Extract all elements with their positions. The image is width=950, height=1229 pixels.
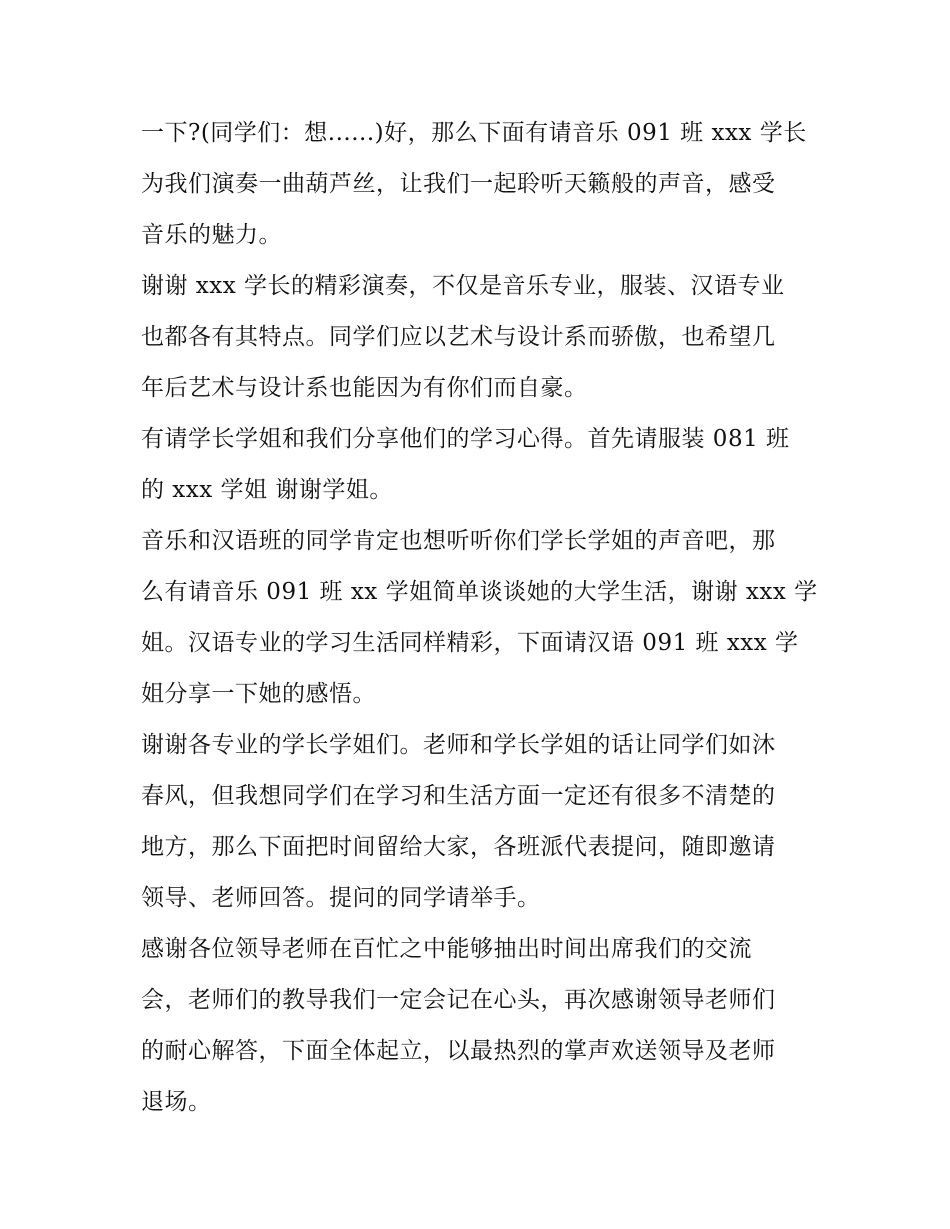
text-line: 音乐的魅力。 <box>141 222 282 248</box>
text-line: 音乐和汉语班的同学肯定也想听听你们学长学姐的声音吧，那 <box>141 528 776 554</box>
paragraph <box>141 516 817 720</box>
paragraph <box>141 720 817 924</box>
paragraph <box>141 414 817 516</box>
document-body <box>141 108 817 1128</box>
text-line: 年后艺术与设计系也能因为有你们而自豪。 <box>141 375 588 401</box>
text-line: 姐。汉语专业的学习生活同样精彩，下面请汉语 091 班 xxx 学 <box>141 630 799 656</box>
text-line: 会，老师们的教导我们一定会记在心头，再次感谢领导老师们 <box>141 987 776 1013</box>
paragraph <box>141 108 817 261</box>
text-line: 感谢各位领导老师在百忙之中能够抽出时间出席我们的交流 <box>141 936 752 962</box>
text-line: 的耐心解答，下面全体起立，以最热烈的掌声欢送领导及老师 <box>141 1038 776 1064</box>
text-line: 有请学长学姐和我们分享他们的学习心得。首先请服装 081 班 <box>141 426 790 452</box>
text-line: 谢谢 xxx 学长的精彩演奏，不仅是音乐专业，服装、汉语专业 <box>141 273 785 299</box>
text-line: 的 xxx 学姐 谢谢学姐。 <box>141 477 393 503</box>
text-line: 为我们演奏一曲葫芦丝，让我们一起聆听天籁般的声音，感受 <box>141 171 776 197</box>
text-line: 么有请音乐 091 班 xx 学姐简单谈谈她的大学生活，谢谢 xxx 学 <box>141 579 818 605</box>
text-line: 领导、老师回答。提问的同学请举手。 <box>141 885 541 911</box>
text-line: 春风，但我想同学们在学习和生活方面一定还有很多不清楚的 <box>141 783 776 809</box>
text-line: 一下?(同学们：想......)好，那么下面有请音乐 091 班 xxx 学长 <box>141 120 807 146</box>
text-line: 退场。 <box>141 1089 212 1115</box>
text-line: 地方，那么下面把时间留给大家，各班派代表提问，随即邀请 <box>141 834 776 860</box>
text-line: 姐分享一下她的感悟。 <box>141 681 376 707</box>
text-line: 也都各有其特点。同学们应以艺术与设计系而骄傲，也希望几 <box>141 324 776 350</box>
paragraph <box>141 261 817 414</box>
text-line: 谢谢各专业的学长学姐们。老师和学长学姐的话让同学们如沐 <box>141 732 776 758</box>
paragraph <box>141 924 817 1128</box>
